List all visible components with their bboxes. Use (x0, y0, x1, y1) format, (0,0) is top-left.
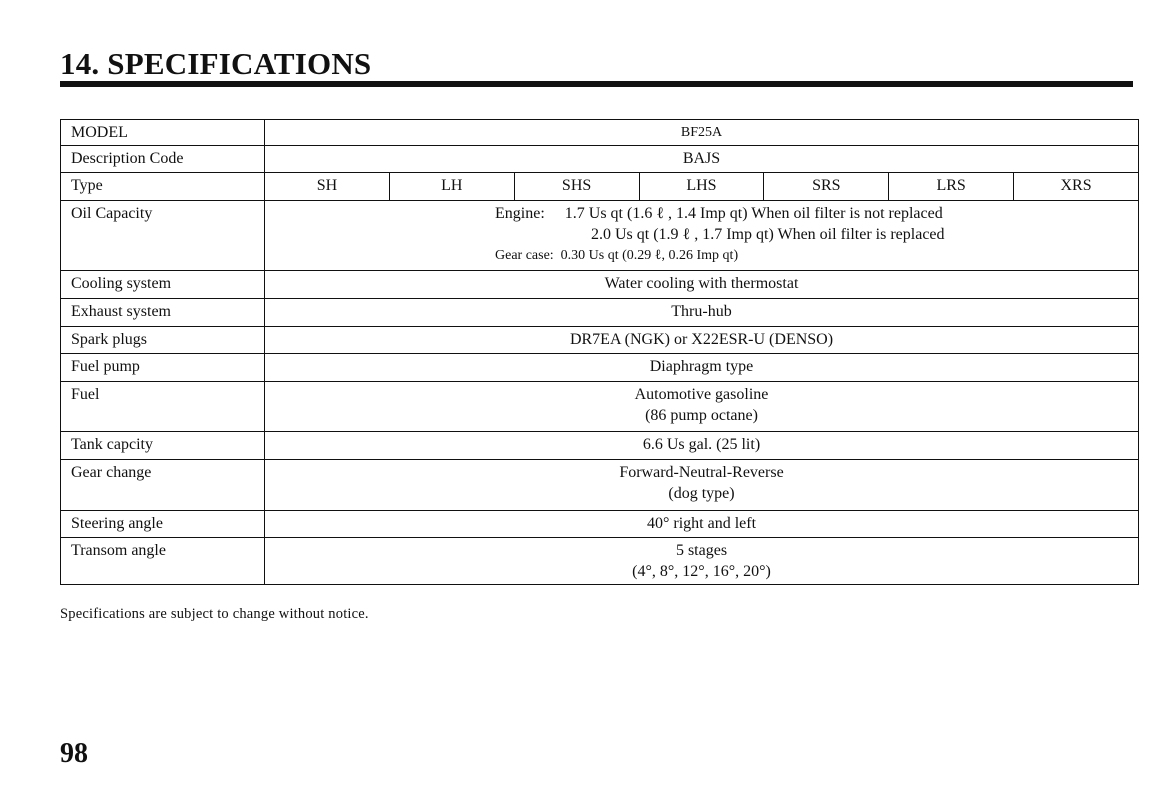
row-value (265, 538, 1139, 585)
oil-line-gear-case: Gear case: 0.30 Us qt (0.29 ℓ, 0.26 Imp qt) (495, 248, 739, 263)
type-cell: LH (389, 173, 514, 201)
oil-line-engine-no-filter: Engine: 1.7 Us qt (1.6 ℓ , 1.4 Imp qt) When oil filter is not replaced (495, 205, 943, 222)
type-label: Type (61, 173, 265, 201)
type-cell: SHS (514, 173, 639, 201)
row-value-line: Water cooling with thermostat (604, 275, 799, 292)
row-value-line: 6.6 Us gal. (25 lit) (642, 436, 761, 453)
row-label: Fuel pump (61, 354, 265, 382)
table-row-gear-change (61, 460, 1139, 511)
row-value-line: (4°, 8°, 12°, 16°, 20°) (632, 563, 771, 580)
oil-capacity-label: Oil Capacity (61, 201, 265, 271)
row-label: Cooling system (61, 271, 265, 299)
section-title: 14. SPECIFICATIONS (60, 46, 372, 81)
type-cell: SRS (764, 173, 889, 201)
oil-line-engine-with-filter: 2.0 Us qt (1.9 ℓ , 1.7 Imp qt) When oil filter is replaced (495, 226, 945, 243)
table-row-model (61, 120, 1139, 146)
row-value (265, 460, 1139, 511)
row-value-line: Diaphragm type (649, 358, 754, 375)
table-row-transom-angle (61, 538, 1139, 585)
row-value-line: (86 pump octane) (645, 407, 758, 424)
row-value (265, 382, 1139, 432)
row-value (265, 271, 1139, 299)
table-row-tank-capacity (61, 432, 1139, 460)
row-value-line: Automotive gasoline (634, 386, 769, 403)
description-code-label: Description Code (61, 146, 265, 173)
type-cell: SH (265, 173, 390, 201)
footnote: Specifications are subject to change without notice. (60, 606, 369, 622)
row-value (265, 432, 1139, 460)
row-label: Spark plugs (61, 327, 265, 354)
row-label: Fuel (61, 382, 265, 432)
type-cell: LHS (639, 173, 764, 201)
row-value-line: Thru-hub (671, 303, 732, 320)
specifications-table (60, 119, 1139, 585)
model-label: MODEL (61, 120, 265, 146)
table-row-exhaust-system (61, 299, 1139, 327)
row-value (265, 354, 1139, 382)
oil-capacity-value (265, 201, 1139, 271)
table-row-steering-angle (61, 511, 1139, 538)
table-row-description-code (61, 146, 1139, 173)
row-label: Steering angle (61, 511, 265, 538)
page-number: 98 (60, 738, 88, 769)
model-value: BF25A (265, 120, 1139, 146)
row-value-line: 5 stages (675, 542, 728, 559)
row-label: Tank capcity (61, 432, 265, 460)
row-label: Exhaust system (61, 299, 265, 327)
row-value (265, 511, 1139, 538)
table-row-type (61, 173, 1139, 201)
row-value-line: Forward-Neutral-Reverse (619, 464, 784, 481)
row-value-line: DR7EA (NGK) or X22ESR-U (DENSO) (569, 331, 834, 348)
row-label: Gear change (61, 460, 265, 511)
table-row-cooling-system (61, 271, 1139, 299)
table-row-fuel-pump (61, 354, 1139, 382)
type-cell: LRS (889, 173, 1014, 201)
table-row-fuel (61, 382, 1139, 432)
row-value (265, 327, 1139, 354)
row-value-line: (dog type) (668, 485, 735, 502)
row-value-line: 40° right and left (646, 515, 757, 532)
table-row-spark-plugs (61, 327, 1139, 354)
description-code-value: BAJS (265, 146, 1139, 173)
type-cell: XRS (1014, 173, 1139, 201)
table-row-oil-capacity (61, 201, 1139, 271)
row-value (265, 299, 1139, 327)
row-label: Transom angle (61, 538, 265, 585)
title-rule (60, 81, 1133, 87)
